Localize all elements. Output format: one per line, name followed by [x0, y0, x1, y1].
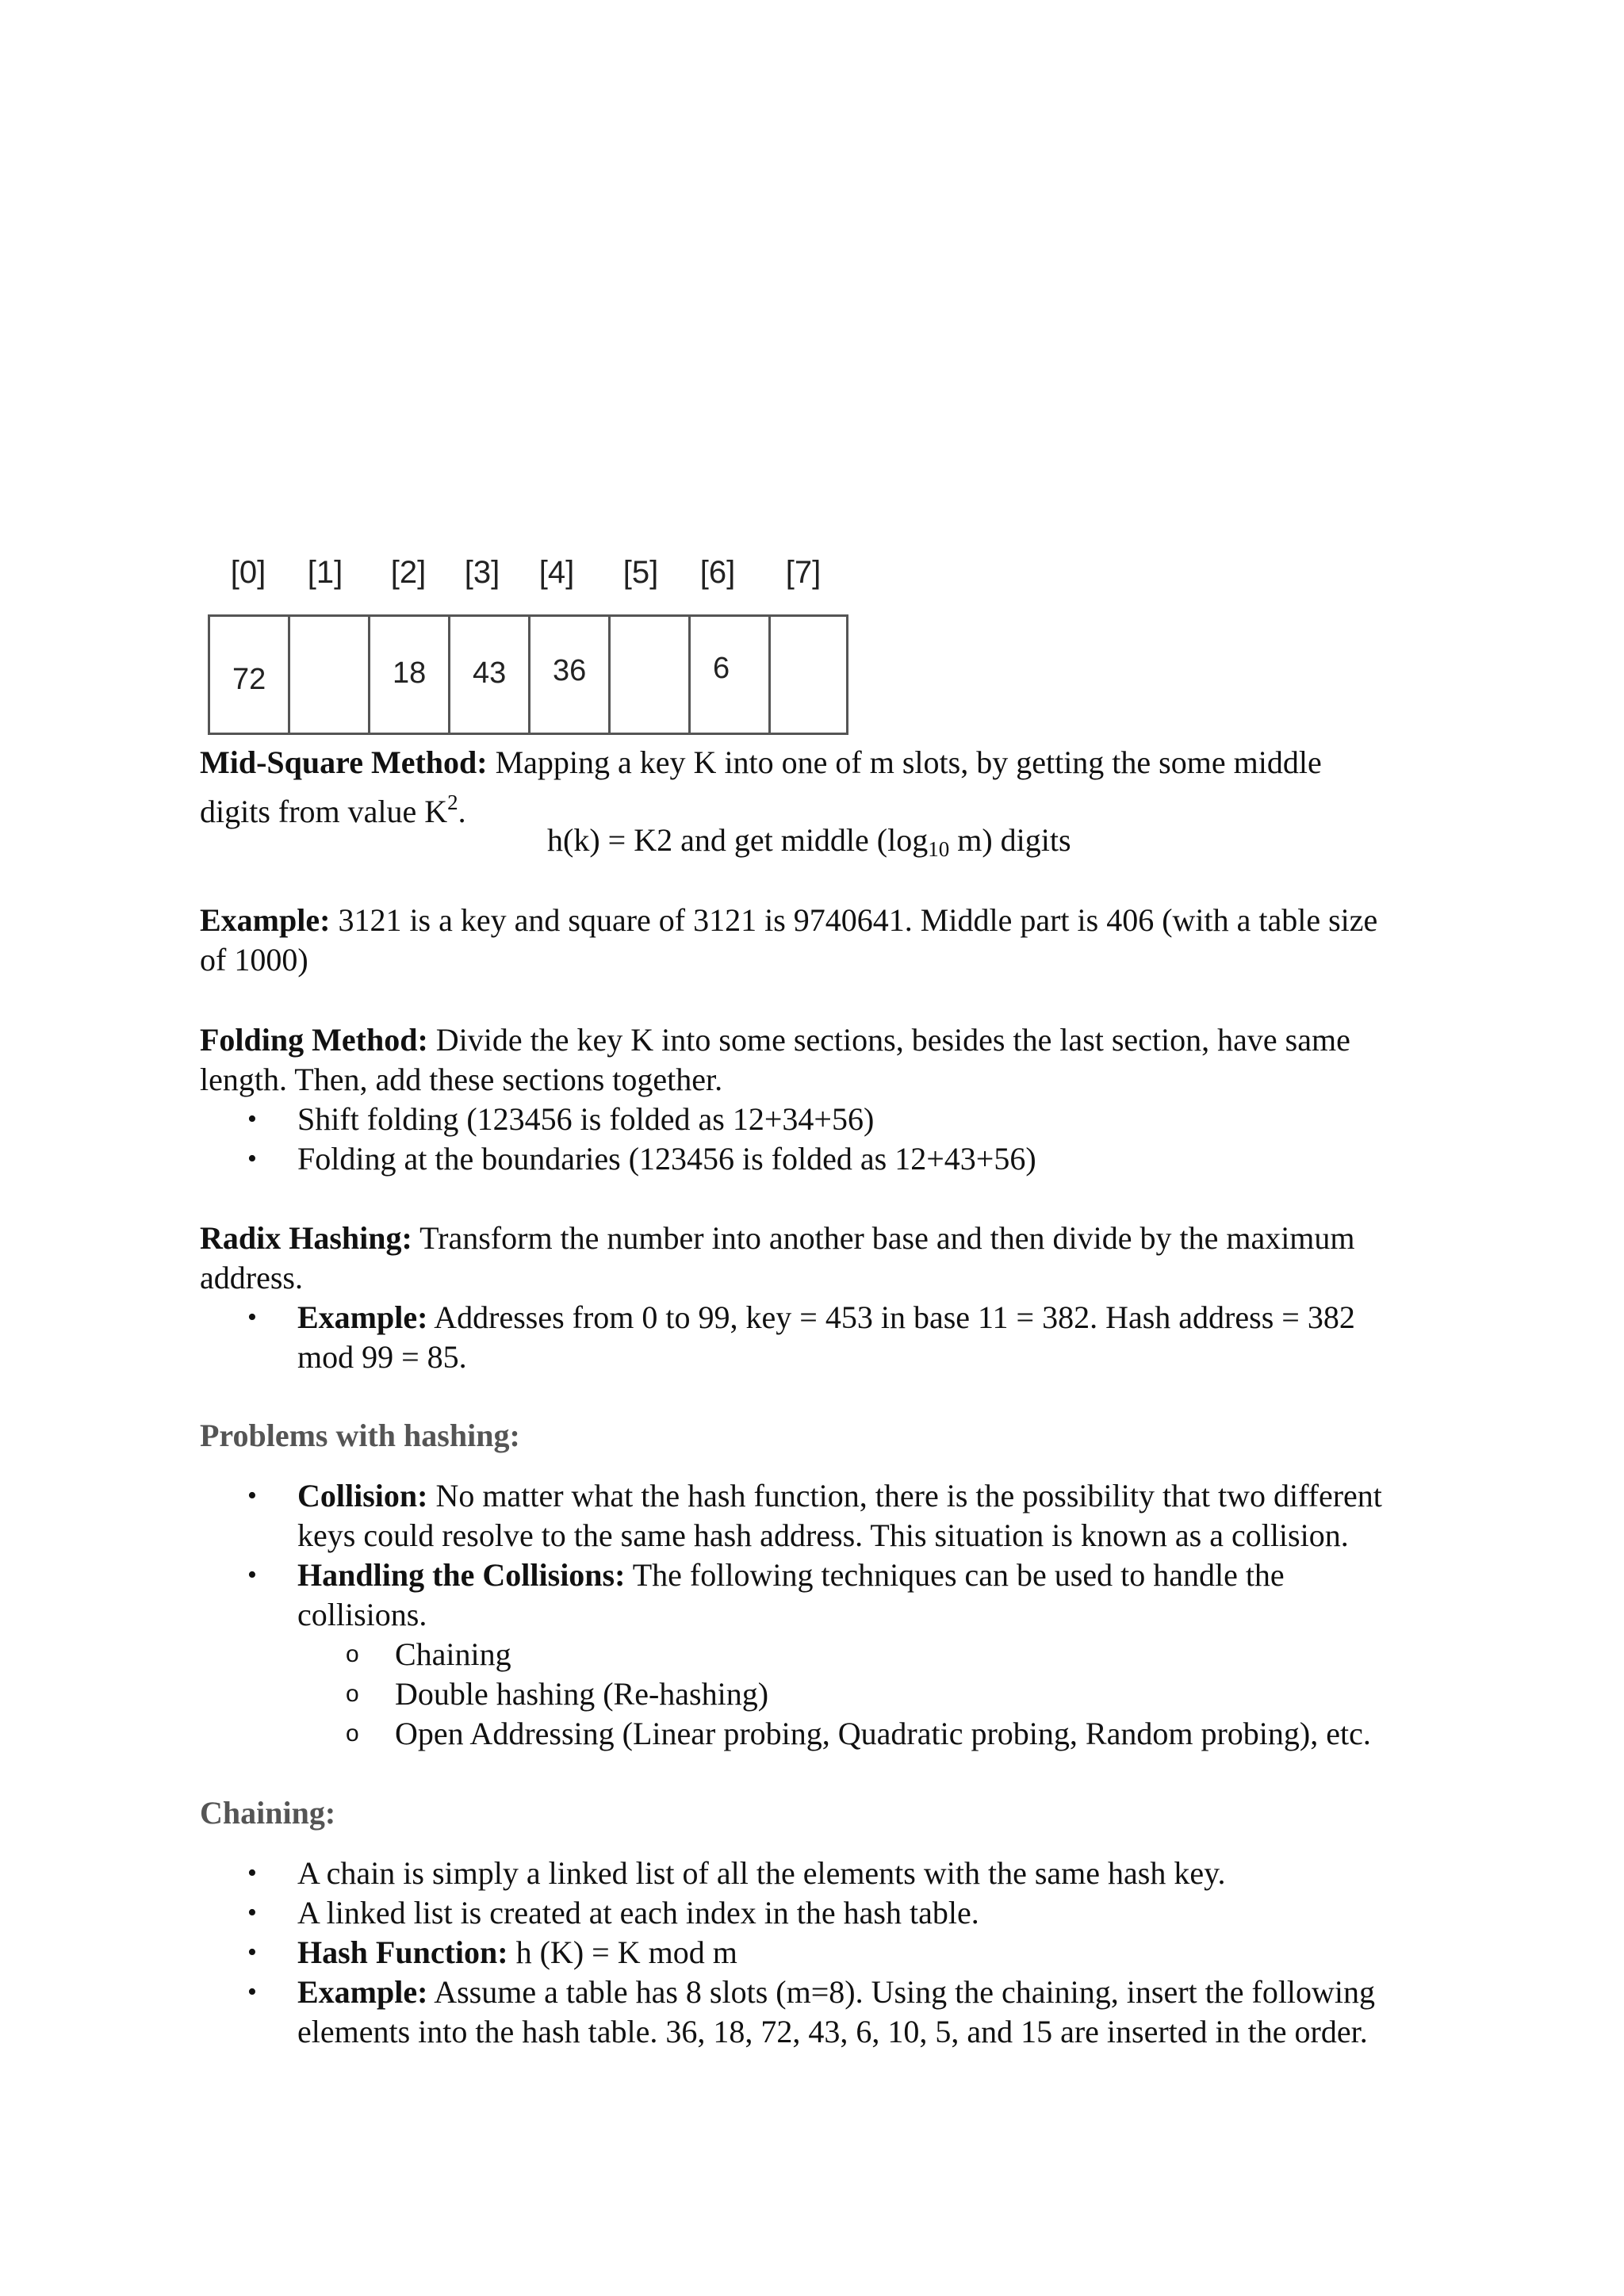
paragraph-text: length. Then, add these sections together.	[200, 1062, 723, 1097]
table-slot	[771, 617, 851, 733]
list-item	[297, 1556, 1285, 1595]
paragraph-text: .	[458, 794, 466, 829]
paragraph-text: digits from value K	[200, 794, 448, 829]
slot-value: 6	[713, 652, 730, 685]
bullet-icon: •	[247, 1898, 257, 1927]
hash-table	[208, 614, 848, 735]
list-item-line: mod 99 = 85.	[297, 1339, 467, 1375]
list-item-text: h (K) = K mod m	[508, 1934, 737, 1970]
circle-bullet-icon: o	[346, 1720, 359, 1747]
index-label: [3]	[464, 555, 500, 590]
list-item	[297, 1476, 1382, 1516]
bullet-icon: •	[247, 1104, 257, 1134]
list-item	[297, 1973, 1375, 2012]
list-item-line: keys could resolve to the same hash address. This situation is known as a collision.	[297, 1517, 1349, 1553]
index-label: [1]	[307, 555, 343, 590]
formula-text: h(k) = K2 and get middle (log	[547, 822, 929, 858]
bullet-icon: •	[247, 1977, 257, 2007]
example-paragraph-line	[200, 940, 308, 980]
bullet-icon: •	[247, 1560, 257, 1590]
slot-value: 18	[393, 656, 427, 690]
paragraph-text: Divide the key K into some sections, besides the last section, have same	[427, 1022, 1350, 1058]
radix-paragraph	[200, 1219, 1355, 1258]
radix-paragraph-line	[200, 1258, 303, 1298]
slot-value: 43	[473, 656, 507, 690]
bullet-icon: •	[247, 1938, 257, 1967]
list-item: Shift folding (123456 is folded as 12+34+56)	[297, 1101, 875, 1137]
circle-bullet-icon: o	[346, 1641, 359, 1667]
bullet-icon: •	[247, 1481, 257, 1510]
formula	[547, 821, 1071, 869]
index-label: [0]	[230, 555, 266, 590]
table-slot	[530, 617, 611, 733]
mid-square-paragraph	[200, 743, 1322, 783]
example-label: Example:	[297, 1299, 428, 1335]
table-slot	[450, 617, 530, 733]
list-item-line: elements into the hash table. 36, 18, 72, 43, 6, 10, 5, and 15 are inserted in the order.	[297, 2014, 1368, 2049]
section-title: Radix Hashing:	[200, 1220, 412, 1256]
formula-text: m) digits	[949, 822, 1071, 858]
circle-bullet-icon: o	[346, 1681, 359, 1707]
paragraph-text: address.	[200, 1260, 303, 1295]
bullet-icon: •	[247, 1303, 257, 1332]
slot-value: 36	[553, 654, 587, 687]
superscript: 2	[447, 790, 458, 814]
slot-value: 72	[232, 663, 266, 696]
paragraph-text: of 1000)	[200, 942, 308, 978]
list-item: A chain is simply a linked list of all the elements with the same hash key.	[297, 1855, 1226, 1891]
index-label: [6]	[699, 555, 736, 590]
bullet-icon: •	[247, 1858, 257, 1888]
index-label: [5]	[622, 555, 659, 590]
list-item-text: Addresses from 0 to 99, key = 453 in base 11 = 382. Hash address = 382	[427, 1299, 1355, 1335]
list-item-text: No matter what the hash function, there is the possibility that two different	[427, 1478, 1382, 1513]
table-slot	[210, 617, 290, 733]
list-item-line: collisions.	[297, 1597, 427, 1632]
section-title: Folding Method:	[200, 1022, 428, 1058]
list-item	[297, 1933, 737, 1973]
mid-square-paragraph-line	[200, 783, 466, 832]
table-slot	[691, 617, 771, 733]
subscript: 10	[928, 837, 950, 861]
example-paragraph	[200, 901, 1377, 940]
chaining-heading: Chaining:	[200, 1795, 336, 1831]
table-slot	[370, 617, 450, 733]
example-label: Example:	[297, 1974, 428, 2010]
sub-list-item: Chaining	[395, 1636, 511, 1672]
sub-list-item: Open Addressing (Linear probing, Quadratic probing, Random probing), etc.	[395, 1716, 1371, 1751]
folding-paragraph-line	[200, 1060, 722, 1100]
term-label: Collision:	[297, 1478, 428, 1513]
folding-paragraph	[200, 1020, 1350, 1060]
list-item: Folding at the boundaries (123456 is folded as 12+43+56)	[297, 1141, 1036, 1177]
paragraph-text: 3121 is a key and square of 3121 is 9740641. Middle part is 406 (with a table size	[330, 902, 1378, 938]
section-title: Mid-Square Method:	[200, 744, 488, 780]
term-label: Handling the Collisions:	[297, 1557, 626, 1593]
list-item: A linked list is created at each index in the hash table.	[297, 1895, 979, 1931]
table-slot	[290, 617, 370, 733]
term-label: Hash Function:	[297, 1934, 508, 1970]
example-label: Example:	[200, 902, 331, 938]
table-slot	[611, 617, 691, 733]
list-item-text: Assume a table has 8 slots (m=8). Using the chaining, insert the following	[427, 1974, 1376, 2010]
problems-heading: Problems with hashing:	[200, 1418, 520, 1453]
list-item-text: The following techniques can be used to handle the	[625, 1557, 1285, 1593]
paragraph-text: Transform the number into another base and then divide by the maximum	[412, 1220, 1355, 1256]
bullet-icon: •	[247, 1144, 257, 1173]
sub-list-item: Double hashing (Re-hashing)	[395, 1676, 769, 1712]
index-label: [7]	[785, 555, 822, 590]
index-label: [2]	[390, 555, 427, 590]
index-label: [4]	[538, 555, 575, 590]
list-item	[297, 1298, 1355, 1337]
paragraph-text: Mapping a key K into one of m slots, by getting the some middle	[487, 744, 1322, 780]
